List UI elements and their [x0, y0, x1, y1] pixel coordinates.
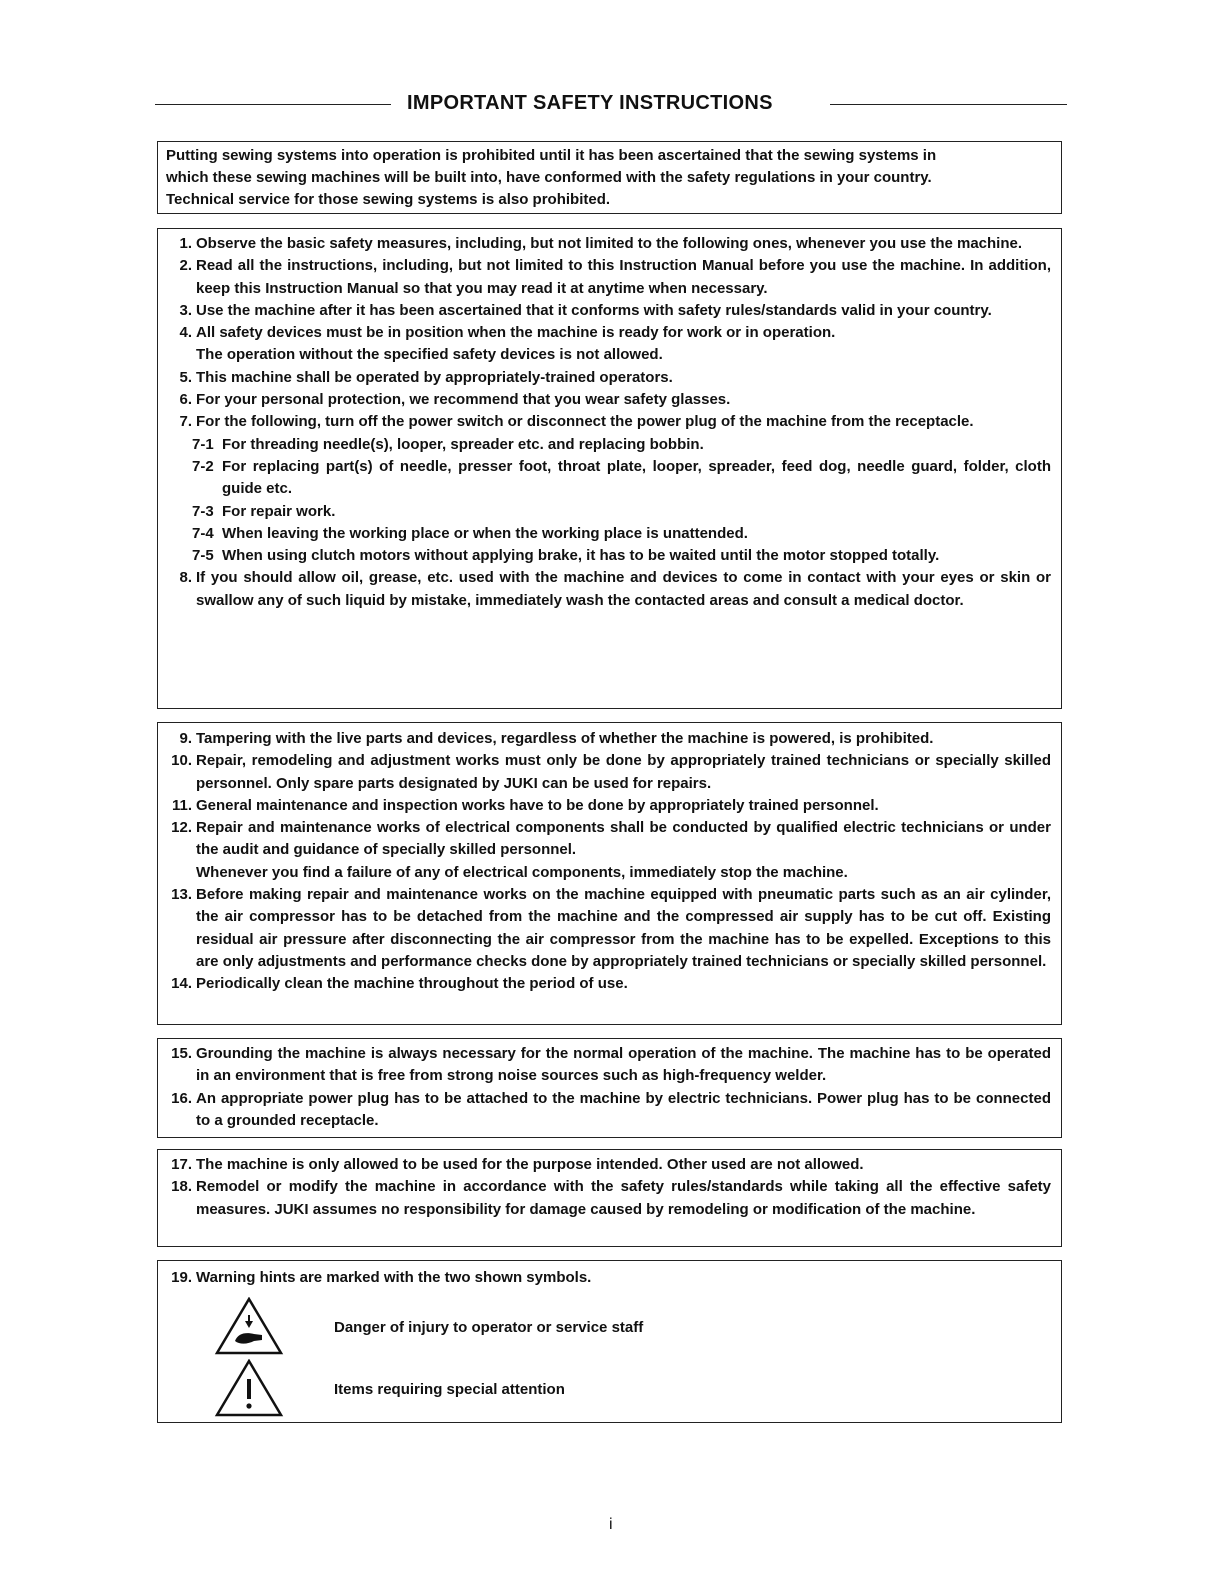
sub-list-item: 7-5 When using clutch motors without applying brake, it has to be waited until the motor stopped totally. [192, 547, 940, 565]
list-item: 5. This machine shall be operated by appropriately-trained operators. [179, 368, 673, 386]
title-row [155, 90, 1067, 120]
list-item: 13. Before making repair and maintenance works on the machine equipped with pneumatic parts such as an air cylinder, the air compressor has to be detached from the machine and the compressed air supply has to be cut off. Existing residual air pressure after disconnecting the air compressor from the machine has to be expelled. Exceptions to this are only adjustments and performance checks done by appropriately trained technicians or specially skilled personnel. [171, 886, 1051, 970]
list-item: 2. Read all the instructions, including, but not limited to this Instruction Manual before you use the machine. In addition, keep this Instruction Manual so that you may read it at anytime when necessary. [179, 257, 1051, 297]
list-item: 1. Observe the basic safety measures, including, but not limited to the following ones, whenever you use the machine. [179, 235, 1023, 252]
danger-symbol-label: Danger of injury to operator or service staff [334, 1319, 644, 1337]
sub-list-item: 7-2 For replacing part(s) of needle, presser foot, throat plate, looper, spreader, feed dog, needle guard, folder, cloth guide etc. [192, 457, 1051, 498]
intro-line: which these sewing machines will be built into, have conformed with the safety regulations in your country. [166, 169, 932, 186]
list-item: 7. For the following, turn off the power switch or disconnect the power plug of the machine from the receptacle. [179, 413, 974, 431]
symbol-row-danger [158, 1297, 1051, 1359]
list-item: 9. Tampering with the live parts and devices, regardless of whether the machine is powered, is prohibited. [179, 730, 934, 747]
list-item: 18. Remodel or modify the machine in accordance with the safety rules/standards while taking all the effective safety measures. JUKI assumes no responsibility for damage caused by remodeling or modification of the machine. [171, 1178, 1051, 1218]
list-item: 17. The machine is only allowed to be used for the purpose intended. Other used are not allowed. [171, 1156, 864, 1173]
page-number: i [609, 1516, 613, 1533]
list-item: 8. If you should allow oil, grease, etc. used with the machine and devices to come in contact with your eyes or skin or swallow any of such liquid by mistake, immediately wash the contacted areas and consult a medical doctor. [179, 569, 1051, 609]
exclamation-warning-icon [214, 1359, 284, 1417]
intro-line: Technical service for those sewing systems is also prohibited. [166, 191, 611, 208]
intro-line: Putting sewing systems into operation is prohibited until it has been ascertained that the sewing systems in [166, 147, 937, 164]
sub-list-item: 7-4 When leaving the working place or when the working place is unattended. [192, 524, 748, 542]
list-item: 6. For your personal protection, we recommend that you wear safety glasses. [179, 391, 731, 409]
list-item: 11. General maintenance and inspection works have to be done by appropriately trained personnel. [171, 796, 879, 814]
attention-symbol-label: Items requiring special attention [334, 1381, 565, 1399]
instructions-group-1 [157, 228, 1062, 709]
sub-list-item: 7-1 For threading needle(s), looper, spreader etc. and replacing bobbin. [192, 435, 704, 453]
title-rule-left [155, 104, 391, 105]
sub-list-item: 7-3 For repair work. [192, 502, 336, 520]
instructions-group-3 [157, 1038, 1062, 1138]
list-item: 16. An appropriate power plug has to be attached to the machine by electric technicians. Power plug has to be connected to a grounded receptacle. [171, 1089, 1051, 1129]
list-item: 4. All safety devices must be in position when the machine is ready for work or in operation. The operation without the specified safety devices is not allowed. [179, 324, 836, 364]
list-item: 12. Repair and maintenance works of electrical components shall be conducted by qualified electric technicians or under the audit and guidance of specially skilled personnel. Whenever you find a failure of any of electrical components, immediately stop the machine. [171, 819, 1051, 881]
page-title: IMPORTANT SAFETY INSTRUCTIONS [407, 92, 773, 114]
instructions-group-5 [157, 1260, 1062, 1423]
list-item: 14. Periodically clean the machine throughout the period of use. [171, 975, 628, 993]
list-item: 10. Repair, remodeling and adjustment works must only be done by appropriately trained technicians or specially skilled personnel. Only spare parts designated by JUKI can be used for repairs. [171, 752, 1051, 792]
list-item: 15. Grounding the machine is always necessary for the normal operation of the machine. The machine has to be operated in an environment that is free from strong noise sources such as high-frequency welder. [171, 1045, 1051, 1085]
hand-injury-warning-icon [214, 1297, 284, 1355]
list-item: 3. Use the machine after it has been ascertained that it conforms with safety rules/standards valid in your country. [179, 301, 992, 319]
instructions-group-2 [157, 722, 1062, 1025]
symbol-row-attention [158, 1359, 1051, 1421]
list-item: 19. Warning hints are marked with the two shown symbols. [171, 1269, 592, 1286]
title-rule-right [830, 104, 1067, 105]
intro-box [157, 141, 1062, 214]
instructions-group-4 [157, 1149, 1062, 1247]
